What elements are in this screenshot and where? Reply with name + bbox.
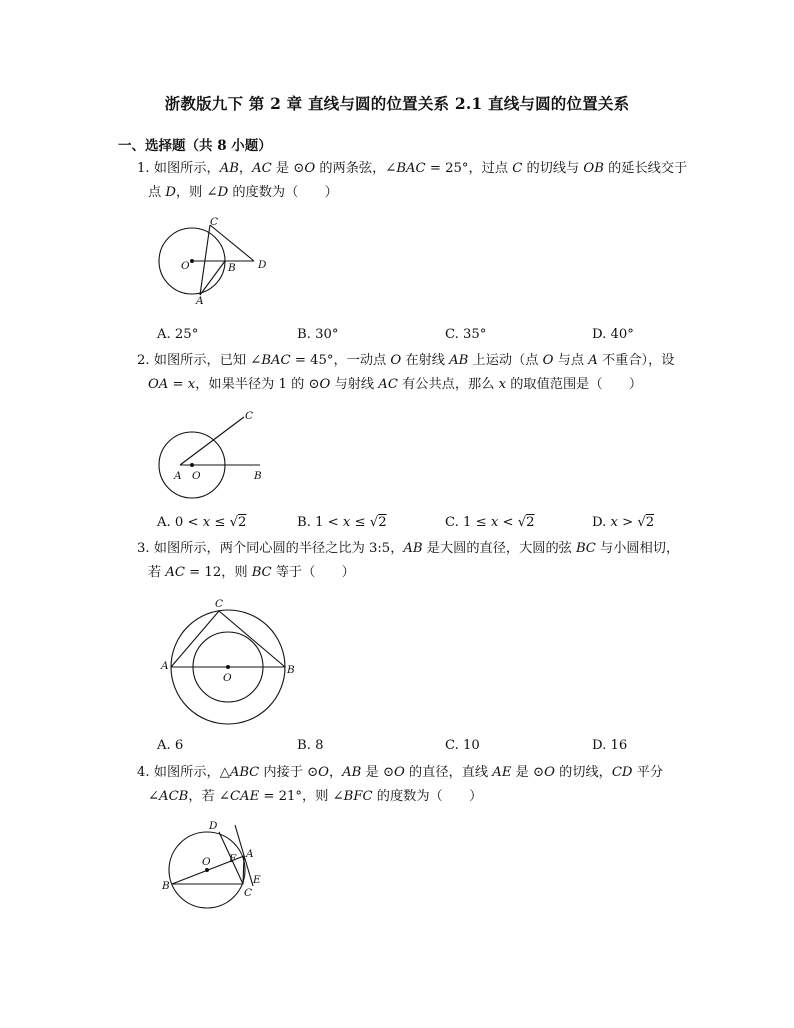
sqrt-radicand: 2 (238, 515, 247, 530)
question-3-option-d[interactable]: D. 16 (592, 738, 628, 753)
question-1-option-c[interactable]: C. 35° (445, 327, 487, 342)
sqrt-radicand: 2 (378, 515, 387, 530)
option-text: D. 𝑥 > (592, 515, 638, 530)
center-point (190, 259, 194, 263)
question-3-option-b[interactable]: B. 8 (297, 738, 324, 753)
center-point (226, 665, 230, 669)
ray-ac (180, 417, 244, 465)
label-b: B (254, 470, 262, 482)
label-c: C (215, 598, 224, 610)
label-a: A (174, 470, 182, 482)
label-f: F (229, 853, 237, 865)
center-point (205, 868, 209, 872)
label-b: B (228, 262, 236, 274)
question-2-option-d[interactable] (592, 515, 654, 530)
label-c: C (210, 216, 219, 228)
label-b: B (162, 880, 170, 892)
question-3-figure (158, 594, 308, 734)
question-3-line-2: 若 𝐴𝐶 = 12，则 𝐵𝐶 等于（ ） (148, 565, 355, 580)
chord-ac (200, 225, 210, 295)
label-o: O (223, 672, 232, 684)
label-b: B (287, 664, 295, 676)
question-1-line-1: 1. 如图所示，𝐴𝐵，𝐴𝐶 是 ⊙𝑂 的两条弦，∠𝐵𝐴𝐶 = 25°，过点 𝐶 的切线与 𝑂𝐵 的延长线交于 (137, 161, 688, 176)
label-a: A (196, 295, 204, 307)
label-a: A (246, 848, 254, 860)
question-2-option-a[interactable] (157, 515, 246, 530)
question-4-figure (155, 815, 275, 915)
tangent-cd (210, 225, 254, 261)
question-2-figure (150, 405, 280, 505)
question-3-option-c[interactable]: C. 10 (445, 738, 480, 753)
option-text: B. 1 < 𝑥 ≤ (297, 515, 370, 530)
option-text: A. 0 < 𝑥 ≤ (157, 515, 230, 530)
sqrt-symbol: √ (229, 515, 239, 530)
question-3-option-a[interactable]: A. 6 (157, 738, 184, 753)
label-a: A (161, 660, 169, 672)
question-2-option-b[interactable] (297, 515, 387, 530)
chord-bc (219, 611, 285, 667)
sqrt-radicand: 2 (645, 515, 655, 530)
question-1-line-2: 点 𝐷，则 ∠𝐷 的度数为（ ） (148, 185, 338, 200)
option-text: C. 1 ≤ 𝑥 < (445, 515, 518, 530)
section-heading: 一、选择题（共 8 小题） (118, 138, 272, 154)
question-1-option-a[interactable]: A. 25° (157, 327, 199, 342)
sqrt-symbol: √ (517, 515, 527, 530)
sqrt-symbol: √ (637, 515, 646, 530)
label-d: D (209, 820, 218, 832)
question-4-line-2: ∠𝐴𝐶𝐵，若 ∠𝐶𝐴𝐸 = 21°，则 ∠𝐵𝐹𝐶 的度数为（ ） (148, 789, 483, 804)
label-o: O (192, 470, 201, 482)
question-2-line-2: 𝑂𝐴 = 𝑥，如果半径为 1 的 ⊙𝑂 与射线 𝐴𝐶 有公共点，那么 𝑥 的取值范围是（ ） (148, 377, 643, 392)
question-1-option-d[interactable]: D. 40° (592, 327, 634, 342)
sqrt-symbol: √ (369, 515, 379, 530)
question-4-line-1: 4. 如图所示，△𝐴𝐵𝐶 内接于 ⊙𝑂，𝐴𝐵 是 ⊙𝑂 的直径，直线 𝐴𝐸 是 ⊙𝑂 的切线，𝐶𝐷 平分 (137, 765, 664, 780)
question-2-option-c[interactable] (445, 515, 535, 530)
sqrt-radicand: 2 (526, 515, 535, 530)
page-title: 浙教版九下 第 2 章 直线与圆的位置关系 2.1 直线与圆的位置关系 (164, 94, 630, 113)
label-o: O (202, 856, 211, 868)
label-c: C (244, 887, 253, 899)
label-e: E (253, 874, 261, 886)
question-1-option-b[interactable]: B. 30° (297, 327, 339, 342)
label-d: D (258, 259, 267, 271)
label-o: O (181, 260, 190, 272)
label-c: C (245, 410, 254, 422)
center-point (190, 463, 194, 467)
question-2-line-1: 2. 如图所示，已知 ∠𝐵𝐴𝐶 = 45°，一动点 𝑂 在射线 𝐴𝐵 上运动（点 𝑂 与点 𝐴 不重合），设 (137, 353, 675, 368)
question-3-line-1: 3. 如图所示，两个同心圆的半径之比为 3:5，𝐴𝐵 是大圆的直径，大圆的弦 𝐵𝐶 与小圆相切， (137, 541, 680, 556)
question-1-figure (150, 212, 280, 312)
